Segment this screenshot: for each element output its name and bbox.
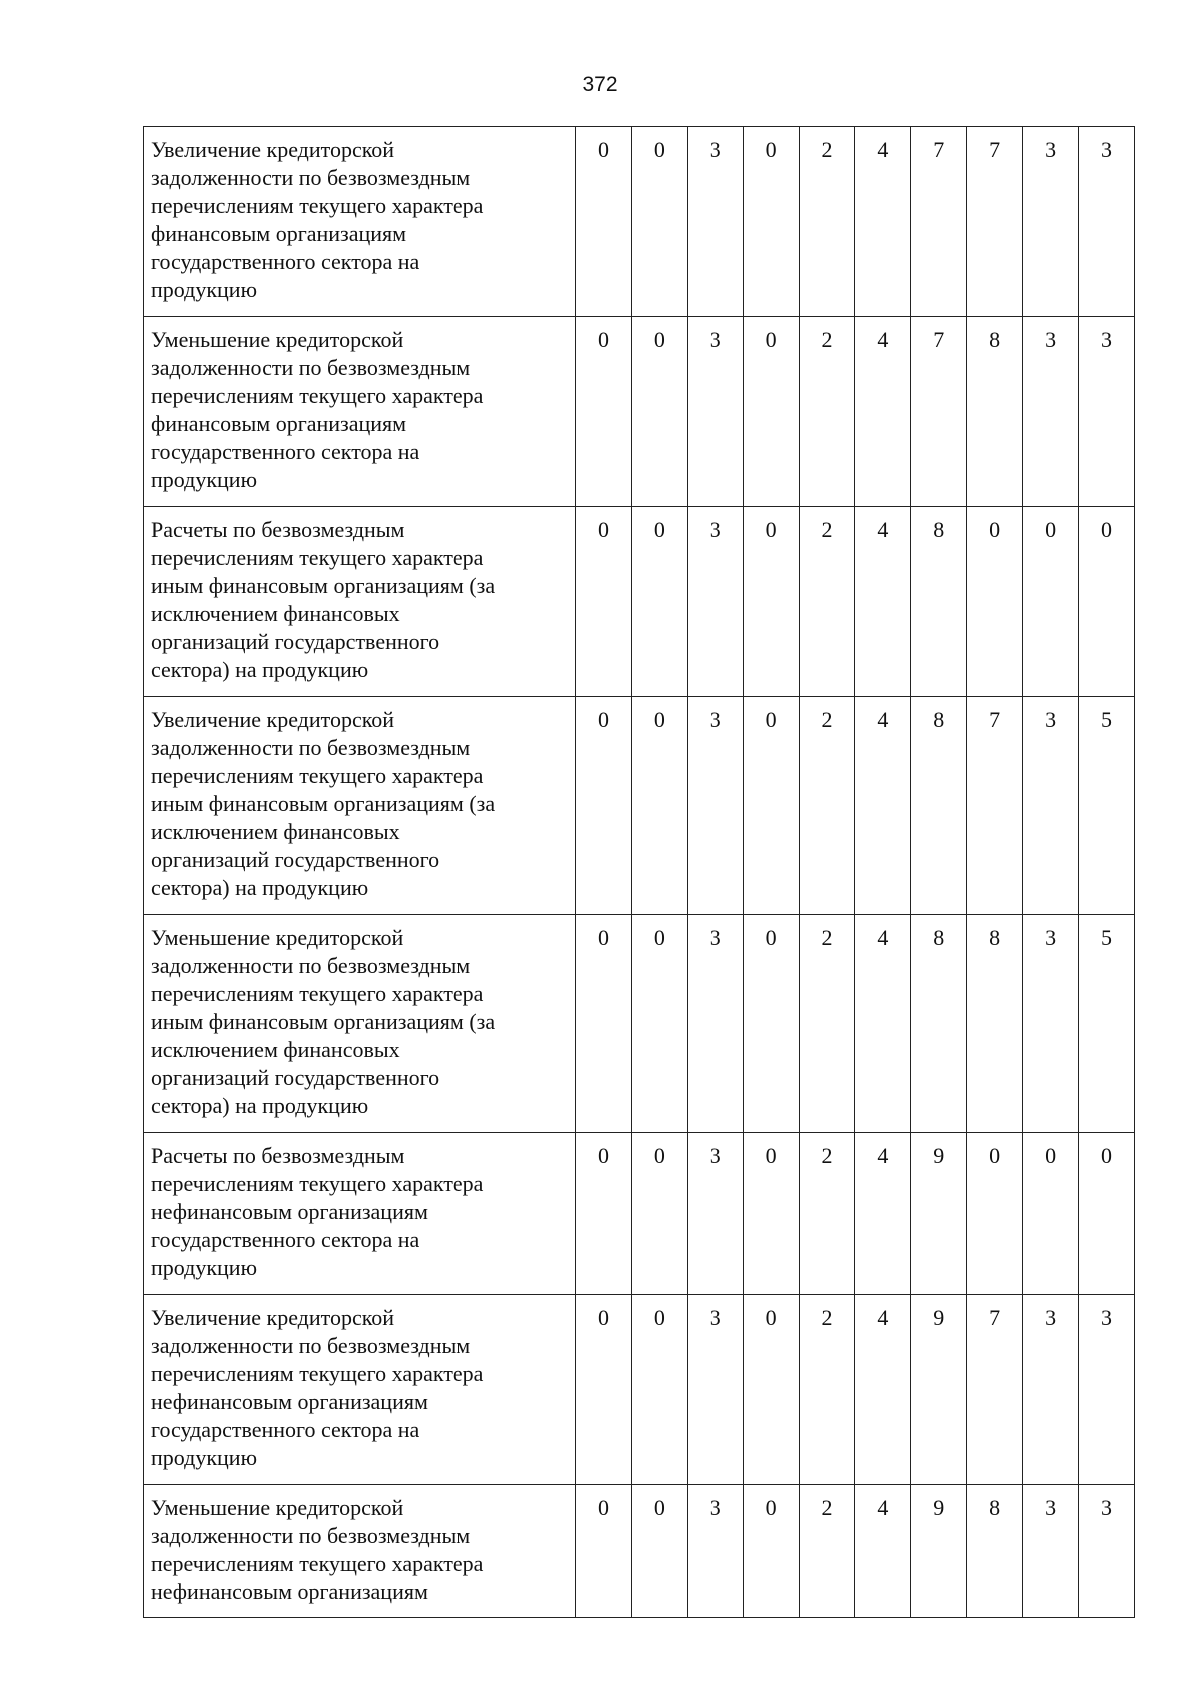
code-digit: 3 bbox=[1079, 127, 1135, 317]
code-digit: 3 bbox=[1023, 317, 1079, 507]
code-digit: 9 bbox=[911, 1295, 967, 1485]
code-digit: 7 bbox=[967, 127, 1023, 317]
code-digit: 3 bbox=[687, 1485, 743, 1618]
table-row bbox=[144, 697, 1135, 915]
table-row bbox=[144, 127, 1135, 317]
row-description: Расчеты по безвозмездным перечислениям текущего характера нефинансовым организациям государственного сектора на продукцию bbox=[144, 1133, 576, 1295]
code-digit: 0 bbox=[743, 1133, 799, 1295]
code-digit: 0 bbox=[1023, 1133, 1079, 1295]
code-digit: 0 bbox=[576, 317, 632, 507]
code-digit: 0 bbox=[743, 697, 799, 915]
code-digit: 4 bbox=[855, 317, 911, 507]
table-row bbox=[144, 1133, 1135, 1295]
code-digit: 9 bbox=[911, 1485, 967, 1618]
table-row bbox=[144, 507, 1135, 697]
row-description: Уменьшение кредиторской задолженности по безвозмездным перечислениям текущего характера иным финансовым организациям (за исключением финансовых организаций государственного сектора) на продукцию bbox=[144, 915, 576, 1133]
code-digit: 4 bbox=[855, 127, 911, 317]
code-digit: 8 bbox=[967, 915, 1023, 1133]
code-digit: 0 bbox=[743, 507, 799, 697]
code-digit: 7 bbox=[911, 317, 967, 507]
code-digit: 0 bbox=[631, 1295, 687, 1485]
code-digit: 3 bbox=[1023, 1485, 1079, 1618]
code-digit: 2 bbox=[799, 317, 855, 507]
code-digit: 7 bbox=[911, 127, 967, 317]
code-digit: 3 bbox=[1023, 127, 1079, 317]
code-digit: 5 bbox=[1079, 697, 1135, 915]
code-digit: 0 bbox=[1023, 507, 1079, 697]
code-digit: 3 bbox=[1079, 317, 1135, 507]
code-digit: 2 bbox=[799, 915, 855, 1133]
code-digit: 0 bbox=[631, 915, 687, 1133]
row-description: Увеличение кредиторской задолженности по безвозмездным перечислениям текущего характера иным финансовым организациям (за исключением финансовых организаций государственного сектора) на продукцию bbox=[144, 697, 576, 915]
table-row bbox=[144, 1485, 1135, 1618]
code-digit: 3 bbox=[1023, 697, 1079, 915]
code-digit: 8 bbox=[911, 507, 967, 697]
code-digit: 0 bbox=[576, 127, 632, 317]
code-digit: 2 bbox=[799, 1133, 855, 1295]
row-description: Увеличение кредиторской задолженности по безвозмездным перечислениям текущего характера нефинансовым организациям государственного сектора на продукцию bbox=[144, 1295, 576, 1485]
code-digit: 0 bbox=[743, 915, 799, 1133]
row-description: Увеличение кредиторской задолженности по безвозмездным перечислениям текущего характера финансовым организациям государственного сектора на продукцию bbox=[144, 127, 576, 317]
table-row bbox=[144, 1295, 1135, 1485]
code-digit: 8 bbox=[911, 915, 967, 1133]
code-digit: 0 bbox=[576, 1133, 632, 1295]
code-digit: 2 bbox=[799, 697, 855, 915]
row-description: Уменьшение кредиторской задолженности по безвозмездным перечислениям текущего характера финансовым организациям государственного сектора на продукцию bbox=[144, 317, 576, 507]
code-digit: 5 bbox=[1079, 915, 1135, 1133]
code-digit: 2 bbox=[799, 1485, 855, 1618]
code-digit: 0 bbox=[631, 1485, 687, 1618]
code-digit: 4 bbox=[855, 1295, 911, 1485]
code-digit: 4 bbox=[855, 1133, 911, 1295]
code-digit: 3 bbox=[687, 915, 743, 1133]
code-digit: 3 bbox=[687, 697, 743, 915]
code-digit: 0 bbox=[967, 1133, 1023, 1295]
code-digit: 0 bbox=[743, 317, 799, 507]
code-digit: 0 bbox=[631, 507, 687, 697]
code-digit: 0 bbox=[1079, 1133, 1135, 1295]
code-digit: 2 bbox=[799, 1295, 855, 1485]
table-row bbox=[144, 915, 1135, 1133]
code-digit: 8 bbox=[967, 1485, 1023, 1618]
code-digit: 7 bbox=[967, 697, 1023, 915]
page-number: 372 bbox=[582, 73, 618, 96]
code-digit: 2 bbox=[799, 507, 855, 697]
code-digit: 0 bbox=[576, 915, 632, 1133]
code-digit: 3 bbox=[687, 317, 743, 507]
account-codes-table bbox=[143, 126, 1135, 1618]
code-digit: 3 bbox=[687, 1133, 743, 1295]
code-digit: 4 bbox=[855, 507, 911, 697]
table-row bbox=[144, 317, 1135, 507]
code-digit: 2 bbox=[799, 127, 855, 317]
row-description: Уменьшение кредиторской задолженности по безвозмездным перечислениям текущего характера нефинансовым организациям bbox=[144, 1485, 576, 1618]
code-digit: 3 bbox=[687, 507, 743, 697]
code-digit: 4 bbox=[855, 697, 911, 915]
code-digit: 0 bbox=[576, 697, 632, 915]
code-digit: 3 bbox=[1023, 915, 1079, 1133]
code-digit: 0 bbox=[743, 127, 799, 317]
code-digit: 3 bbox=[1023, 1295, 1079, 1485]
code-digit: 3 bbox=[1079, 1295, 1135, 1485]
code-digit: 8 bbox=[911, 697, 967, 915]
code-digit: 4 bbox=[855, 1485, 911, 1618]
code-digit: 0 bbox=[967, 507, 1023, 697]
code-digit: 0 bbox=[631, 127, 687, 317]
code-digit: 0 bbox=[576, 507, 632, 697]
code-digit: 4 bbox=[855, 915, 911, 1133]
code-digit: 0 bbox=[743, 1485, 799, 1618]
code-digit: 0 bbox=[576, 1485, 632, 1618]
code-digit: 0 bbox=[631, 697, 687, 915]
row-description: Расчеты по безвозмездным перечислениям текущего характера иным финансовым организациям (за исключением финансовых организаций государственного сектора) на продукцию bbox=[144, 507, 576, 697]
code-digit: 3 bbox=[687, 127, 743, 317]
code-digit: 9 bbox=[911, 1133, 967, 1295]
code-digit: 8 bbox=[967, 317, 1023, 507]
code-digit: 0 bbox=[631, 317, 687, 507]
code-digit: 0 bbox=[743, 1295, 799, 1485]
code-digit: 0 bbox=[631, 1133, 687, 1295]
code-digit: 7 bbox=[967, 1295, 1023, 1485]
code-digit: 3 bbox=[687, 1295, 743, 1485]
code-digit: 3 bbox=[1079, 1485, 1135, 1618]
code-digit: 0 bbox=[1079, 507, 1135, 697]
code-digit: 0 bbox=[576, 1295, 632, 1485]
